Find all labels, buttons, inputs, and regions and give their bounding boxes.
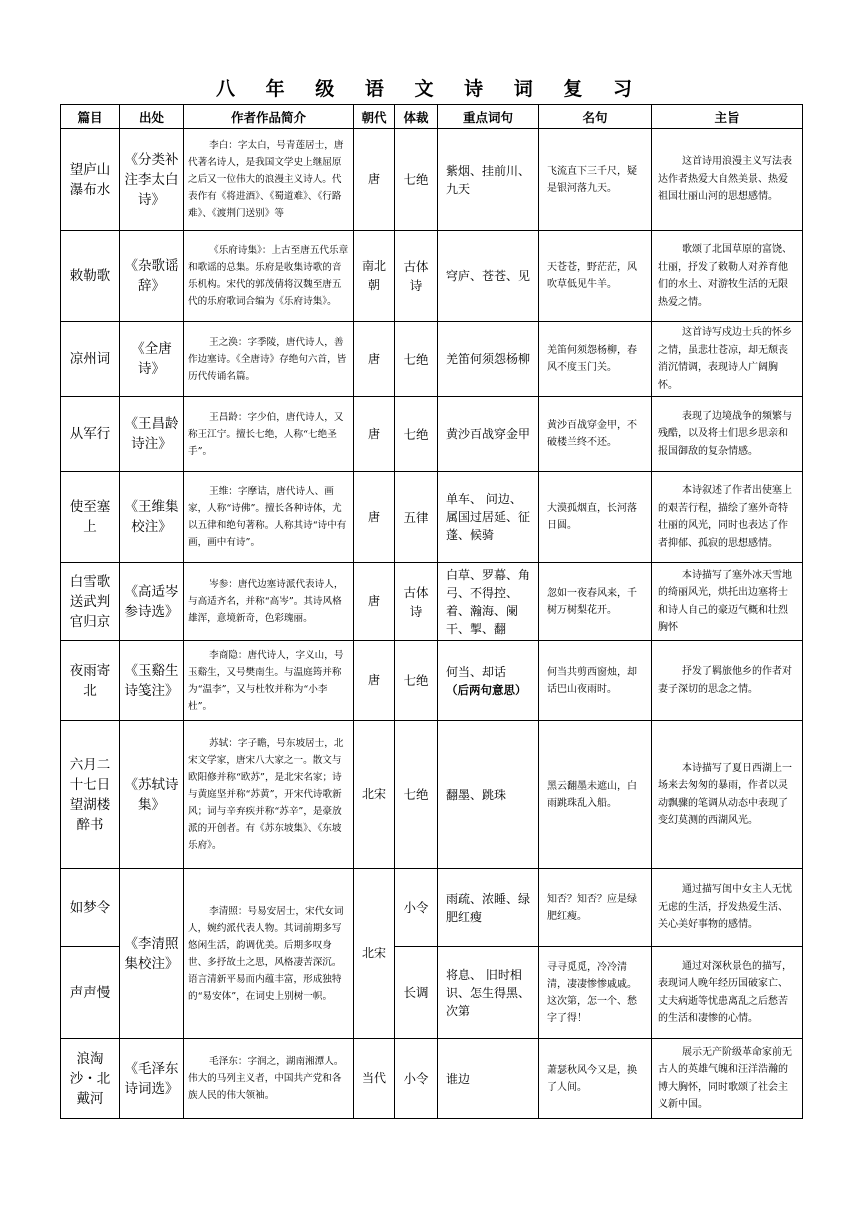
- famous-lines-part1: 寻寻觅觅，冷冷清清，凄凄惨惨戚戚。: [547, 961, 637, 990]
- poem-form: 七绝: [395, 397, 438, 472]
- header-key-words: 重点词句: [438, 105, 539, 129]
- table-row: [61, 721, 803, 869]
- famous-lines: 天苍苍，野茫茫，风吹草低见牛羊。: [539, 231, 652, 322]
- key-words: 将息、 旧时相识、怎生得黑、次第: [438, 947, 539, 1039]
- key-words: 谁边: [438, 1039, 539, 1119]
- page-title: 八 年 级 语 文 诗 词 复 习: [216, 78, 644, 100]
- dynasty: 唐: [354, 129, 395, 231]
- dynasty: 唐: [354, 397, 395, 472]
- author-intro: 李商隐：唐代诗人，字义山，号玉谿生，又号樊南生。与温庭筠并称为“温李”，又与杜牧并称为“小李杜”。: [184, 641, 354, 721]
- dynasty: 唐: [354, 641, 395, 721]
- famous-lines: [539, 947, 652, 1039]
- header-source: 出处: [120, 105, 184, 129]
- key-words: 翻墨、跳珠: [438, 721, 539, 869]
- poem-source: 《高适岑参诗选》: [120, 563, 184, 641]
- theme: 抒发了羁旅他乡的作者对妻子深切的思念之情。: [652, 641, 803, 721]
- table-row: [61, 1039, 803, 1119]
- poem-source: 《分类补注李太白诗》: [120, 129, 184, 231]
- poem-source: 《玉谿生诗笺注》: [120, 641, 184, 721]
- dynasty: 唐: [354, 322, 395, 397]
- famous-lines: 何当共剪西窗烛，却话巴山夜雨时。: [539, 641, 652, 721]
- header-form: 体裁: [395, 105, 438, 129]
- poem-title: 从军行: [61, 397, 120, 472]
- key-words: 黄沙百战穿金甲: [438, 397, 539, 472]
- poem-title: 浪淘沙・北戴河: [61, 1039, 120, 1119]
- key-words: 雨疏、浓睡、绿肥红瘦: [438, 869, 539, 947]
- dynasty: 唐: [354, 563, 395, 641]
- poem-source: 《全唐诗》: [120, 322, 184, 397]
- key-words: 穹庐、苍苍、见: [438, 231, 539, 322]
- header-title: 篇目: [61, 105, 120, 129]
- poem-form: 长调: [395, 947, 438, 1039]
- famous-lines: 羌笛何须怨杨柳，春风不度玉门关。: [539, 322, 652, 397]
- poem-title: 六月二十七日望湖楼醉书: [61, 721, 120, 869]
- poem-title: 凉州词: [61, 322, 120, 397]
- poem-title: 如梦令: [61, 869, 120, 947]
- table-row: [61, 129, 803, 231]
- poem-title: 敕勒歌: [61, 231, 120, 322]
- table-row: [61, 563, 803, 641]
- poem-form: 七绝: [395, 322, 438, 397]
- theme: 本诗描写了夏日西湖上一场来去匆匆的暴雨，作者以灵动飘骤的笔调从动态中表现了变幻莫测的西湖风光。: [652, 721, 803, 869]
- poem-title: 夜雨寄北: [61, 641, 120, 721]
- header-dynasty: 朝代: [354, 105, 395, 129]
- theme: 歌颂了北国草原的富饶、壮丽，抒发了敕勒人对养育他们的水土、对游牧生活的无限热爱之情。: [652, 231, 803, 322]
- theme: 本诗叙述了作者出使塞上的艰苦行程，描绘了塞外奇特壮丽的风光，同时也表达了作者抑郁、孤寂的思想感情。: [652, 472, 803, 563]
- key-words: [438, 641, 539, 721]
- poem-form: 七绝: [395, 721, 438, 869]
- author-intro: 李清照：号易安居士，宋代女词人，婉约派代表人物。其词前期多写悠闲生活，韵调优美。后期多叹身世、多抒故土之思，风格凄苦深沉。语言清新平易而内蕴丰富，形成独特的“易安体”，在词史上别树一帜。: [184, 869, 354, 1039]
- table-row: [61, 322, 803, 397]
- theme: 展示无产阶级革命家前无古人的英雄气魄和汪洋浩瀚的博大胸怀，同时歌颂了社会主义新中国。: [652, 1039, 803, 1119]
- poem-form: 古体诗: [395, 231, 438, 322]
- author-intro: 王昌龄：字少伯，唐代诗人，又称王江宁。擅长七绝，人称“七绝圣手”。: [184, 397, 354, 472]
- key-words: 白草、罗幕、角弓、不得控、着、瀚海、阑干、掣、翻: [438, 563, 539, 641]
- author-intro: 李白：字太白，号青莲居士，唐代著名诗人，是我国文学史上继屈原之后又一位伟大的浪漫主义诗人。代表作有《将进酒》、《蜀道难》、《行路难》、《渡荆门送别》等: [184, 129, 354, 231]
- famous-lines: 萧瑟秋风今又是，换了人间。: [539, 1039, 652, 1119]
- header-author-intro: 作者作品简介: [184, 105, 354, 129]
- table-row: [61, 397, 803, 472]
- poem-source: 《王维集校注》: [120, 472, 184, 563]
- table-row: [61, 231, 803, 322]
- header-row: [61, 105, 803, 129]
- key-words-text: 何当、却话: [446, 664, 507, 679]
- dynasty: 北宋: [354, 721, 395, 869]
- poem-form: 五律: [395, 472, 438, 563]
- theme: 通过对深秋景色的描写，表现词人晚年经历国破家亡、丈夫病逝等忧患离乱之后愁苦的生活和凄惨的心情。: [652, 947, 803, 1039]
- key-words: 紫烟、挂前川、九天: [438, 129, 539, 231]
- author-intro: 《乐府诗集》：上古至唐五代乐章和歌谣的总集。乐府是收集诗歌的音乐机构。宋代的郭茂倩将汉魏至唐五代的乐府歌词合编为《乐府诗集》。: [184, 231, 354, 322]
- header-theme: 主旨: [652, 105, 803, 129]
- famous-lines: 知否？知否？应是绿肥红瘦。: [539, 869, 652, 947]
- poem-source: 《毛泽东诗词选》: [120, 1039, 184, 1119]
- theme: 表现了边境战争的频繁与残酷，以及将士们思乡思亲和报国御敌的复杂情感。: [652, 397, 803, 472]
- author-intro: 王维：字摩诘，唐代诗人、画家，人称“诗佛”。擅长各种诗体，尤以五律和绝句著称。人称其诗“诗中有画，画中有诗”。: [184, 472, 354, 563]
- poem-source: 《苏轼诗集》: [120, 721, 184, 869]
- theme: 这首诗用浪漫主义写法表达作者热爱大自然美景、热爱祖国壮丽山河的思想感情。: [652, 129, 803, 231]
- poetry-review-table: [60, 104, 803, 1119]
- dynasty: 北宋: [354, 869, 395, 1039]
- poem-form: 小令: [395, 869, 438, 947]
- famous-lines: 忽如一夜春风来，千树万树梨花开。: [539, 563, 652, 641]
- table-row: [61, 472, 803, 563]
- author-intro: 苏轼：字子瞻，号东坡居士，北宋文学家，唐宋八大家之一。散文与欧阳修并称“欧苏”，是北宋名家；诗与黄庭坚并称“苏黄”，开宋代诗歌新风；词与辛弃疾并称“苏辛”，是豪放派的开创者。有《苏东坡集》、《东坡乐府》。: [184, 721, 354, 869]
- famous-lines: 大漠孤烟直，长河落日圆。: [539, 472, 652, 563]
- theme: 本诗描写了塞外冰天雪地的绮丽风光，烘托出边塞将士和诗人自己的豪迈气概和壮烈胸怀: [652, 563, 803, 641]
- famous-lines: 飞流直下三千尺，疑是银河落九天。: [539, 129, 652, 231]
- key-words: 单车、 问边、属国过居延、征蓬、候骑: [438, 472, 539, 563]
- poem-title: 望庐山瀑布水: [61, 129, 120, 231]
- famous-lines: 黄沙百战穿金甲，不破楼兰终不还。: [539, 397, 652, 472]
- dynasty: 唐: [354, 472, 395, 563]
- header-famous-lines: 名句: [539, 105, 652, 129]
- author-intro: 岑参：唐代边塞诗派代表诗人，与高适齐名，并称“高岑”。其诗风格雄浑，意境新奇，色彩瑰丽。: [184, 563, 354, 641]
- poem-form: 七绝: [395, 129, 438, 231]
- famous-lines-part2: 这次第，怎一个、愁字了得！: [547, 995, 637, 1024]
- famous-lines: 黑云翻墨未遮山，白雨跳珠乱入船。: [539, 721, 652, 869]
- key-words-note: （后两句意思）: [446, 682, 527, 697]
- author-intro: 毛泽东：字润之，湖南湘潭人。伟大的马列主义者，中国共产党和各族人民的伟大领袖。: [184, 1039, 354, 1119]
- poem-form: 小令: [395, 1039, 438, 1119]
- poem-form: 古体诗: [395, 563, 438, 641]
- poem-title: 使至塞上: [61, 472, 120, 563]
- table-row: [61, 869, 803, 947]
- poem-title: 声声慢: [61, 947, 120, 1039]
- poem-source: 《杂歌谣辞》: [120, 231, 184, 322]
- theme: 这首诗写戍边士兵的怀乡之情，虽悲壮苍凉，却无颓丧消沉情调，表现诗人广阔胸怀。: [652, 322, 803, 397]
- dynasty: 南北朝: [354, 231, 395, 322]
- poem-source: 《王昌龄诗注》: [120, 397, 184, 472]
- table-row: [61, 641, 803, 721]
- poem-form: 七绝: [395, 641, 438, 721]
- key-words: 羌笛何须怨杨柳: [438, 322, 539, 397]
- poem-source: 《李清照集校注》: [120, 869, 184, 1039]
- poem-title: 白雪歌送武判官归京: [61, 563, 120, 641]
- theme: 通过描写闺中女主人无忧无虑的生活，抒发热爱生活、关心美好事物的感情。: [652, 869, 803, 947]
- author-intro: 王之涣：字季陵，唐代诗人，善作边塞诗。《全唐诗》存绝句六首，皆历代传诵名篇。: [184, 322, 354, 397]
- dynasty: 当代: [354, 1039, 395, 1119]
